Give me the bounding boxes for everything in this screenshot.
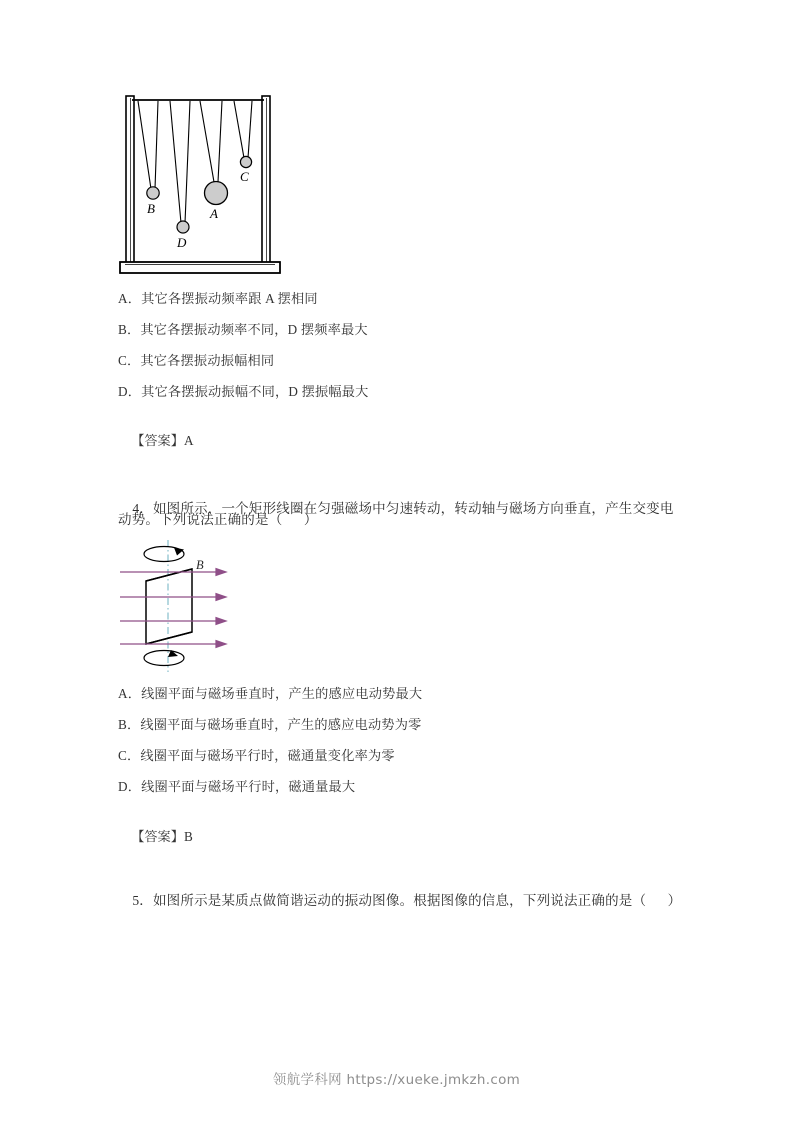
footer-watermark	[0, 1068, 793, 1088]
q5-stem-line-1	[118, 871, 681, 931]
q4-option-b: B．线圈平面与磁场垂直时，产生的感应电动势为零	[118, 717, 422, 732]
coupled-pendulums-figure	[118, 92, 286, 282]
q5-stem-text-1: 如图所示是某质点做简谐运动的振动图像。根据图像的信息，下列说法正确的是（ ）	[152, 893, 682, 908]
q3-answer	[118, 414, 193, 468]
q4-stem-line-1	[118, 479, 674, 539]
q4-option-a: A．线圈平面与磁场垂直时，产生的感应电动势最大	[118, 686, 423, 701]
footer-site-name: 领航学科网	[272, 1072, 342, 1087]
q3-answer-label: 【答案】	[131, 433, 184, 448]
q3-option-c: C．其它各摆振动振幅相同	[118, 353, 275, 368]
footer-url: https://xueke.jmkzh.com	[346, 1072, 521, 1088]
rotating-coil-svg	[116, 536, 336, 676]
q4-answer-value: B	[183, 829, 193, 844]
q4-option-c: C．线圈平面与磁场平行时，磁通量变化率为零	[118, 748, 395, 763]
svg-text:A: A	[210, 206, 218, 221]
svg-text:C: C	[240, 169, 249, 184]
q4-stem-text-1: 如图所示，一个矩形线圈在匀强磁场中匀速转动，转动轴与磁场方向垂直，产生交变电	[152, 501, 674, 516]
rotating-coil-in-magnetic-field-figure	[116, 536, 336, 676]
q4-number: 4．	[132, 501, 153, 516]
q4-answer	[118, 810, 193, 864]
q5-number: 5．	[132, 893, 153, 908]
q3-option-d: D．其它各摆振动振幅不同，D 摆振幅最大	[118, 384, 369, 399]
q4-stem-line-2: 动势。下列说法正确的是（ ）	[118, 512, 318, 527]
q4-option-d: D．线圈平面与磁场平行时，磁通量最大	[118, 779, 356, 794]
svg-text:D: D	[177, 235, 187, 250]
q3-answer-value: A	[183, 433, 194, 448]
q3-option-b: B．其它各摆振动频率不同，D 摆频率最大	[118, 322, 368, 337]
q3-option-a: A．其它各摆振动频率跟 A 摆相同	[118, 291, 318, 306]
svg-text:B: B	[147, 201, 155, 216]
coupled-pendulums-svg	[118, 92, 286, 282]
magnetic-field-label: B	[196, 558, 204, 572]
q4-answer-label: 【答案】	[131, 829, 184, 844]
